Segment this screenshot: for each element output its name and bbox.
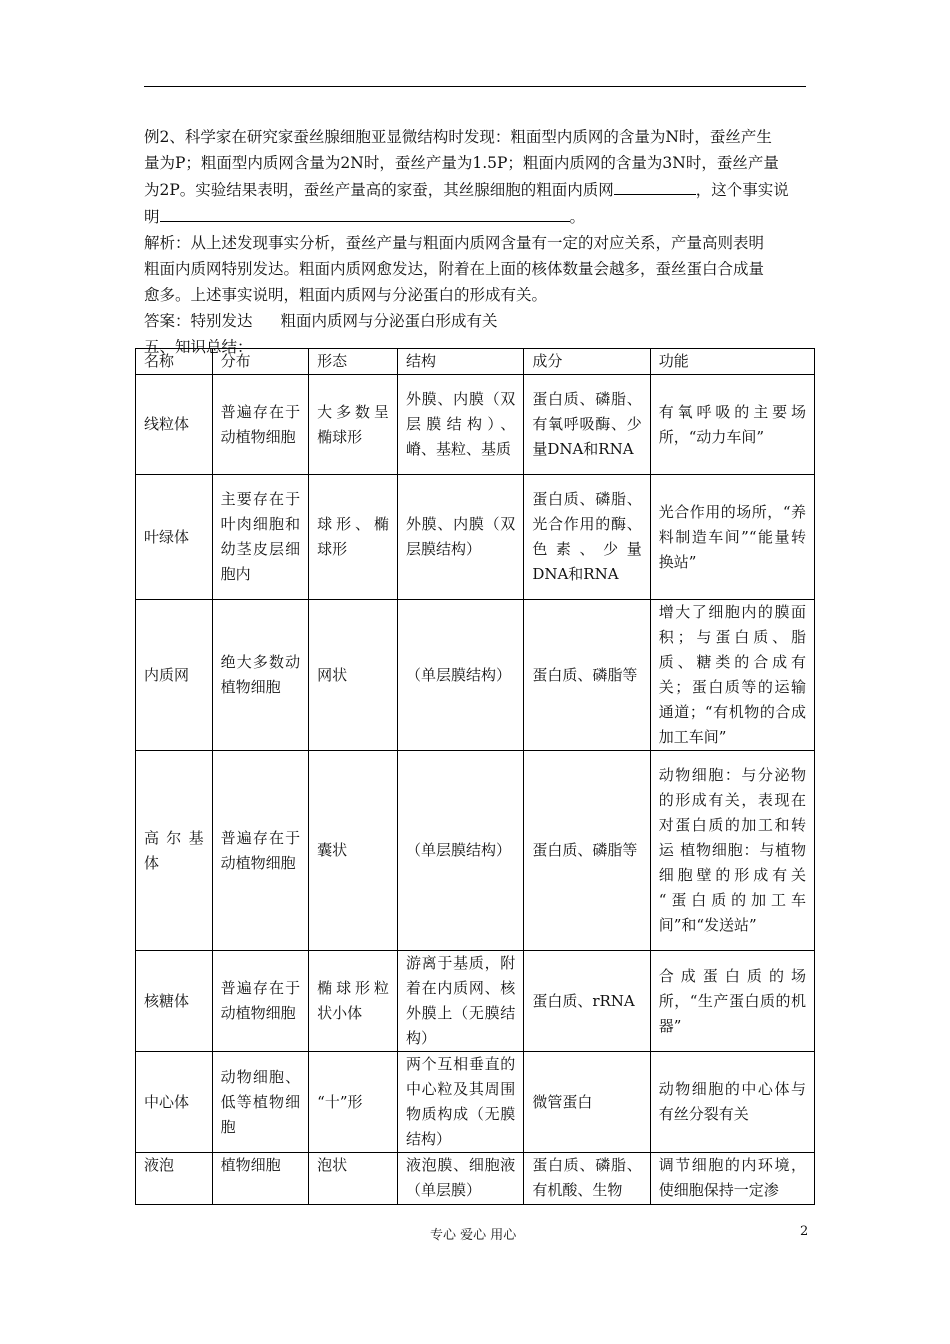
table-row xyxy=(136,751,815,951)
table-cell: 增大了细胞内的膜面积；与蛋白质、脂质、糖类的合成有关；蛋白质等的运输通道；“有机物的合成加工车间” xyxy=(650,600,814,751)
table-cell: 蛋白质、磷脂、光合作用的酶、色素、少量DNA和RNA xyxy=(524,475,650,600)
organelle-summary-table xyxy=(135,348,815,1205)
table-cell: 普遍存在于动植物细胞 xyxy=(212,751,309,951)
analysis-line-1: 解析：从上述发现事实分析，蚕丝产量与粗面内质网含量有一定的对应关系，产量高则表明 xyxy=(144,234,765,252)
analysis-line-3: 愈多。上述事实说明，粗面内质网与分泌蛋白的形成有关。 xyxy=(144,286,548,304)
table-cell: 叶绿体 xyxy=(136,475,213,600)
section-title: 五、知识总结： xyxy=(144,338,253,356)
table-cell: 蛋白质、磷脂、有机酸、生物 xyxy=(524,1153,650,1205)
table-cell: 网状 xyxy=(309,600,398,751)
table-cell: 内质网 xyxy=(136,600,213,751)
table-cell: 绝大多数动植物细胞 xyxy=(212,600,309,751)
table-cell: “十”形 xyxy=(309,1052,398,1153)
table-cell: （单层膜结构） xyxy=(397,600,523,751)
table-cell: 两个互相垂直的中心粒及其周围物质构成（无膜结构） xyxy=(397,1052,523,1153)
table-cell: 椭球形粒状小体 xyxy=(309,951,398,1052)
table-cell: 动物细胞、低等植物细胞 xyxy=(212,1052,309,1153)
answer-blank-1 xyxy=(614,176,696,195)
table-row xyxy=(136,1052,815,1153)
table-cell: 植物细胞 xyxy=(212,1153,309,1205)
question-line-4-text: 明 xyxy=(144,208,160,226)
table-cell: （单层膜结构） xyxy=(397,751,523,951)
table-row xyxy=(136,951,815,1052)
table-cell: 高尔基体 xyxy=(136,751,213,951)
table-cell: 外膜、内膜（双层膜结构）、嵴、基粒、基质 xyxy=(397,375,523,475)
example-section xyxy=(144,124,814,360)
table-header-row xyxy=(136,349,815,375)
header-structure: 结构 xyxy=(397,349,523,375)
header-function: 功能 xyxy=(650,349,814,375)
table-cell: 动物细胞的中心体与有丝分裂有关 xyxy=(650,1052,814,1153)
answer-blank-2 xyxy=(160,203,570,222)
question-line-2: 量为P；粗面型内质网含量为2N时，蚕丝产量为1.5P；粗面内质网的含量为3N时，蚕丝产量 xyxy=(144,154,779,172)
table-cell: 核糖体 xyxy=(136,951,213,1052)
table-cell: 普遍存在于动植物细胞 xyxy=(212,951,309,1052)
table-cell: 液泡膜、细胞液（单层膜） xyxy=(397,1153,523,1205)
table-row xyxy=(136,375,815,475)
question-line-3-tail: ，这个事实说 xyxy=(695,181,789,199)
table-cell: 蛋白质、磷脂、有氧呼吸酶、少量DNA和RNA xyxy=(524,375,650,475)
table-cell: 蛋白质、rRNA xyxy=(524,951,650,1052)
answer-label: 答案：特别发达 xyxy=(144,312,253,330)
table-cell: 蛋白质、磷脂等 xyxy=(524,751,650,951)
table-cell: 球形、椭球形 xyxy=(309,475,398,600)
question-line-1: 例2、科学家在研究家蚕丝腺细胞亚显微结构时发现：粗面型内质网的含量为N时，蚕丝产生 xyxy=(144,128,772,146)
page-number: 2 xyxy=(800,1224,809,1239)
question-line-4-tail: 。 xyxy=(569,208,586,226)
footer-motto: 专心 爱心 用心 xyxy=(430,1228,517,1243)
table-cell: 外膜、内膜（双层膜结构） xyxy=(397,475,523,600)
table-cell: 普遍存在于动植物细胞 xyxy=(212,375,309,475)
answer-line xyxy=(144,308,814,334)
question-line-3 xyxy=(144,176,814,203)
header-rule xyxy=(144,86,806,87)
question-line-3-text: 为2P。实验结果表明，蚕丝产量高的家蚕，其丝腺细胞的粗面内质网 xyxy=(144,181,614,199)
header-shape: 形态 xyxy=(309,349,398,375)
table-cell: 微管蛋白 xyxy=(524,1052,650,1153)
table-cell: 线粒体 xyxy=(136,375,213,475)
table-cell: 调节细胞的内环境，使细胞保持一定渗 xyxy=(650,1153,814,1205)
header-distribution: 分布 xyxy=(212,349,309,375)
table-cell: 囊状 xyxy=(309,751,398,951)
question-line-4 xyxy=(144,203,814,230)
analysis-line-2: 粗面内质网特别发达。粗面内质网愈发达，附着在上面的核体数量会越多，蚕丝蛋白合成量 xyxy=(144,260,765,278)
table-cell: 光合作用的场所，“养料制造车间”“能量转换站” xyxy=(650,475,814,600)
table-row xyxy=(136,600,815,751)
answer-text: 粗面内质网与分泌蛋白形成有关 xyxy=(280,312,498,330)
header-composition: 成分 xyxy=(524,349,650,375)
header-name: 名称 xyxy=(136,349,213,375)
table-cell: 中心体 xyxy=(136,1052,213,1153)
table-cell: 主要存在于叶肉细胞和幼茎皮层细胞内 xyxy=(212,475,309,600)
table-cell: 泡状 xyxy=(309,1153,398,1205)
table-cell: 有氧呼吸的主要场所，“动力车间” xyxy=(650,375,814,475)
table-cell: 合成蛋白质的场所，“生产蛋白质的机器” xyxy=(650,951,814,1052)
table-cell: 液泡 xyxy=(136,1153,213,1205)
table-cell: 动物细胞：与分泌物的形成有关，表现在对蛋白质的加工和转运 植物细胞：与植物细胞壁的形成有关 “蛋白质的加工车间”和“发送站” xyxy=(650,751,814,951)
table-cell: 蛋白质、磷脂等 xyxy=(524,600,650,751)
table-cell: 游离于基质，附着在内质网、核外膜上（无膜结构） xyxy=(397,951,523,1052)
table-cell: 大多数呈椭球形 xyxy=(309,375,398,475)
table-row xyxy=(136,1153,815,1205)
table-row xyxy=(136,475,815,600)
